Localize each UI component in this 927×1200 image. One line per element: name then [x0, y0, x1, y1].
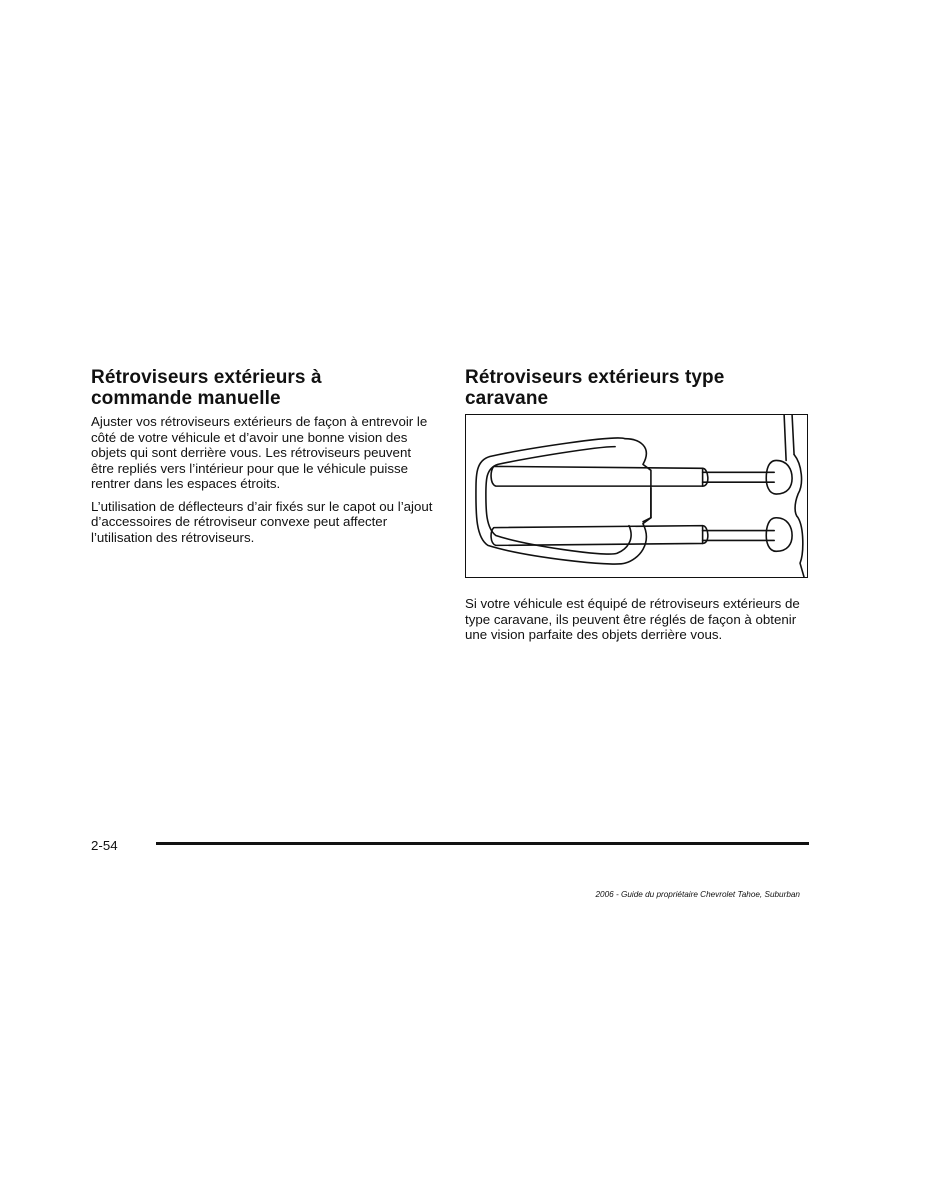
mirror-drawing-icon [466, 415, 807, 577]
section-heading-trailer-mirrors [465, 367, 810, 409]
body-paragraph: Ajuster vos rétroviseurs extérieurs de façon à entrevoir le côté de votre véhicule et d’avoir une bonne vision des objets qui sont derrière vous. Les rétroviseurs peuvent être repliés vers l’intérieur pour que le véhicule puisse rentrer dans les espaces étroits. [91, 414, 428, 491]
body-paragraph: Si votre véhicule est équipé de rétroviseurs extérieurs de type caravane, ils peuvent être réglés de façon à obtenir une vision parfaite des objets derrière vous. [465, 596, 800, 642]
section-heading-manual-mirrors [91, 367, 436, 409]
left-column [91, 367, 436, 552]
heading-line: Rétroviseurs extérieurs à [91, 367, 322, 388]
heading-line: commande manuelle [91, 388, 281, 409]
body-paragraph: L’utilisation de déflecteurs d’air fixés sur le capot ou l’ajout d’accessoires de rétroviseur convexe peut affecter l’utilisation des rétroviseurs. [91, 498, 433, 545]
heading-line: Rétroviseurs extérieurs type [465, 367, 725, 388]
footer-text: 2006 - Guide du propriétaire Chevrolet Tahoe, Suburban [595, 890, 800, 899]
right-column [465, 367, 810, 650]
page-number: 2-54 [91, 838, 118, 853]
heading-line: caravane [465, 388, 549, 409]
trailer-mirror-illustration [465, 414, 808, 578]
footer-rule [156, 842, 809, 845]
